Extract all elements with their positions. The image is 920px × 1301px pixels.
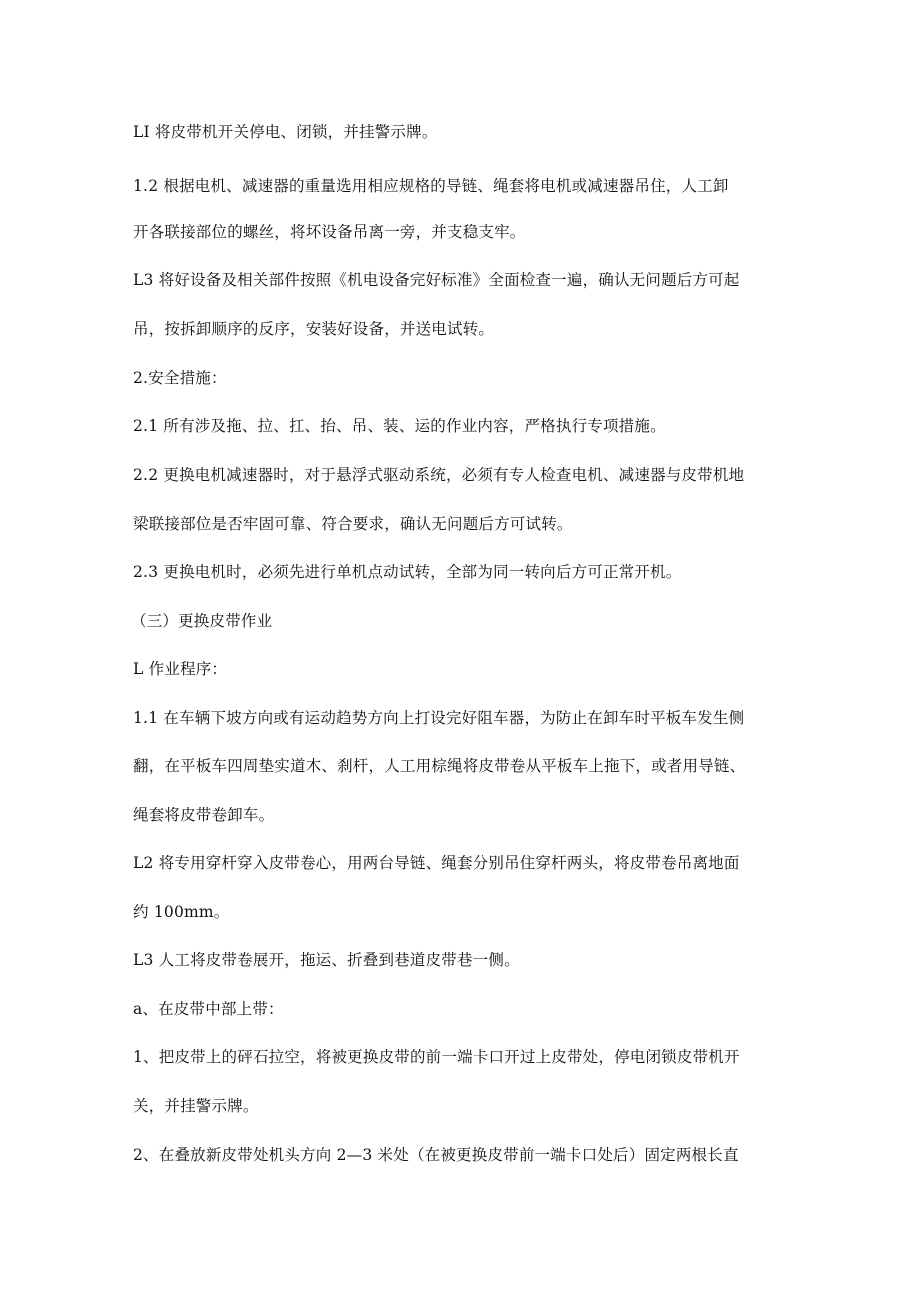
text-line-8: 2.2 更换电机减速器时，对于悬浮式驱动系统，必须有专人检查电机、减速器与皮带机地 bbox=[133, 466, 745, 484]
text-line-21: 关，并挂警示牌。 bbox=[133, 1097, 259, 1115]
text-line-16: L2 将专用穿杆穿入皮带卷心，用两台导链、绳套分别吊住穿杆两头，将皮带卷吊离地面 bbox=[133, 854, 740, 872]
section-heading-belt-replacement: （三）更换皮带作业 bbox=[131, 612, 273, 630]
text-line-2: 1.2 根据电机、减速器的重量选用相应规格的导链、绳套将电机或减速器吊住，人工卸 bbox=[133, 177, 729, 195]
text-line-3: 开各联接部位的螺丝，将坏设备吊离一旁，并支稳支牢。 bbox=[133, 223, 526, 241]
text-line-15: 绳套将皮带卷卸车。 bbox=[133, 806, 275, 824]
text-line-4: L3 将好设备及相关部件按照《机电设备完好标准》全面检查一遍，确认无问题后方可起 bbox=[133, 271, 740, 289]
text-line-20: 1、把皮带上的砰石拉空，将被更换皮带的前一端卡口开过上皮带处，停电闭锁皮带机开 bbox=[133, 1048, 740, 1066]
subsection-heading-a: a、在皮带中部上带： bbox=[133, 1000, 284, 1018]
text-line-18: L3 人工将皮带卷展开，拖运、折叠到巷道皮带巷一侧。 bbox=[133, 951, 520, 969]
text-line-10: 2.3 更换电机时，必须先进行单机点动试转，全部为同一转向后方可正常开机。 bbox=[133, 563, 682, 581]
section-heading-safety: 2.安全措施： bbox=[133, 369, 227, 387]
text-line-22: 2、在叠放新皮带处机头方向 2—3 米处（在被更换皮带前一端卡口处后）固定两根长直 bbox=[133, 1146, 739, 1164]
text-line-13: 1.1 在车辆下坡方向或有运动趋势方向上打设完好阻车器，为防止在卸车时平板车发生侧 bbox=[133, 709, 745, 727]
text-line-1: LI 将皮带机开关停电、闭锁，并挂警示牌。 bbox=[133, 123, 438, 141]
text-line-7: 2.1 所有涉及拖、拉、扛、抬、吊、装、运的作业内容，严格执行专项措施。 bbox=[133, 417, 666, 435]
section-heading-procedure: L 作业程序： bbox=[133, 660, 228, 678]
text-line-14: 翻，在平板车四周垫实道木、刹杆，人工用棕绳将皮带卷从平板车上拖下，或者用导链、 bbox=[133, 757, 746, 775]
text-line-17: 约 100mm。 bbox=[133, 903, 230, 921]
text-line-5: 吊，按拆卸顺序的反序，安装好设备，并送电试转。 bbox=[133, 320, 495, 338]
text-line-9: 梁联接部位是否牢固可靠、符合要求，确认无问题后方可试转。 bbox=[133, 515, 573, 533]
